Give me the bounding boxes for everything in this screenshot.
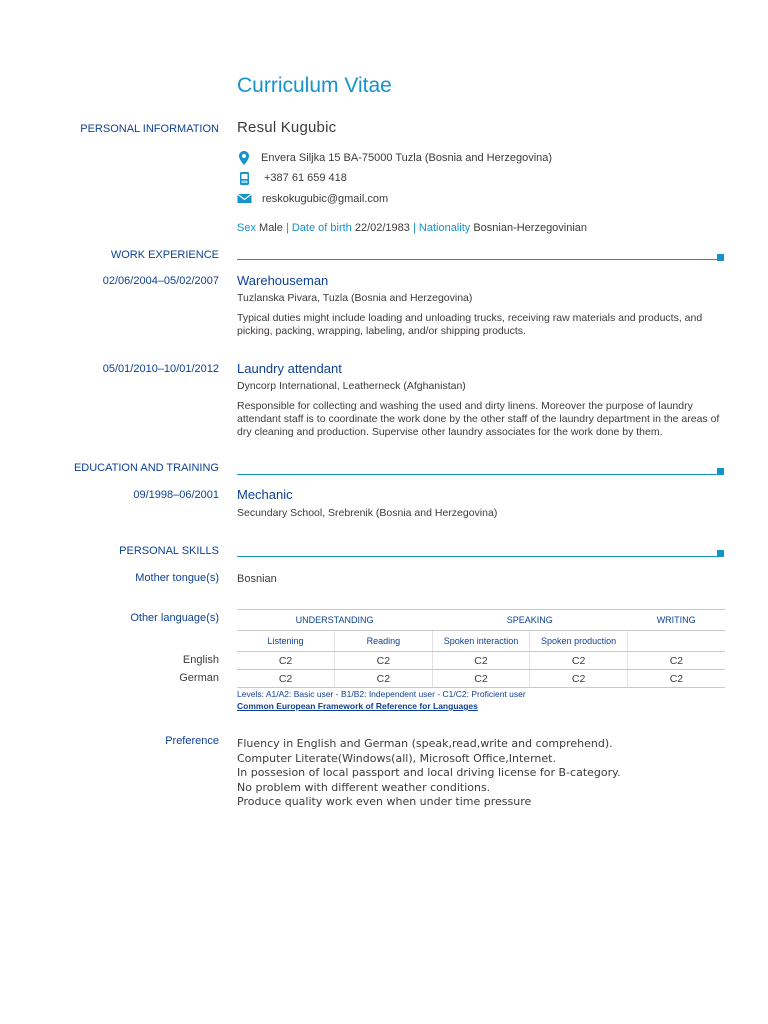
education-label: EDUCATION AND TRAINING bbox=[73, 462, 219, 474]
email-row bbox=[237, 192, 388, 206]
dob-label: Date of birth bbox=[291, 222, 352, 234]
location-pin-icon bbox=[237, 151, 253, 165]
reading-header: Reading bbox=[335, 631, 433, 652]
work-experience-label: WORK EXPERIENCE bbox=[110, 249, 219, 261]
job-employer: Tuzlanska Pivara, Tuzla (Bosnia and Herzegovina) bbox=[237, 292, 473, 304]
cv-title: Curriculum Vitae bbox=[237, 74, 392, 97]
writing-header: WRITING bbox=[627, 610, 725, 631]
section-marker bbox=[717, 550, 724, 557]
job-description: Responsible for collecting and washing the used and dirty linens. Moreover the purpose of laundry attendant staff is to coordinate the work done by the other staff of the laundry department in the areas of dry cleaning and production. Supervise other laundry associates for the work done by them. bbox=[237, 400, 720, 438]
spoken-production-header: Spoken production bbox=[530, 631, 628, 652]
speaking-header: SPEAKING bbox=[432, 610, 627, 631]
job-title: Laundry attendant bbox=[237, 361, 342, 376]
nationality-label: Nationality bbox=[418, 222, 471, 234]
job-title: Warehouseman bbox=[237, 273, 329, 288]
person-name: Resul Kugubic bbox=[237, 119, 337, 136]
table-row bbox=[237, 670, 725, 688]
language-table-subheader bbox=[237, 631, 725, 652]
email-envelope-icon bbox=[237, 192, 253, 206]
listening-header: Listening bbox=[237, 631, 335, 652]
job-employer: Dyncorp International, Leatherneck (Afghanistan) bbox=[237, 380, 466, 392]
address-row bbox=[237, 151, 552, 165]
other-languages-label: Other language(s) bbox=[130, 612, 219, 624]
phone-text: +387 61 659 418 bbox=[264, 172, 347, 184]
cefr-link[interactable]: Common European Framework of Reference for Languages bbox=[237, 701, 478, 711]
language-name: German bbox=[179, 672, 219, 684]
mother-tongue-label: Mother tongue(s) bbox=[135, 572, 219, 584]
personal-skills-label: PERSONAL SKILLS bbox=[119, 545, 219, 557]
job-dates: 02/06/2004–05/02/2007 bbox=[102, 275, 219, 287]
dob-value: 22/02/1983 bbox=[354, 222, 410, 234]
separator: | bbox=[412, 222, 416, 234]
level-cell: C2 bbox=[335, 670, 433, 688]
level-cell: C2 bbox=[627, 652, 725, 670]
separator: | bbox=[285, 222, 289, 234]
level-cell: C2 bbox=[530, 652, 628, 670]
table-row bbox=[237, 652, 725, 670]
email-text[interactable]: reskokugubic@gmail.com bbox=[262, 193, 389, 205]
level-cell: C2 bbox=[530, 670, 628, 688]
section-divider bbox=[237, 259, 717, 260]
job-description: Typical duties might include loading and unloading trucks, receiving raw materials and products, and picking, packing, wrapping, labeling, and/or shipping products. bbox=[237, 312, 703, 337]
preference-line: Produce quality work even when under time pressure bbox=[237, 795, 532, 808]
level-cell: C2 bbox=[237, 652, 335, 670]
level-cell: C2 bbox=[237, 670, 335, 688]
phone-row bbox=[237, 171, 347, 185]
understanding-header: UNDERSTANDING bbox=[237, 610, 432, 631]
level-cell: C2 bbox=[432, 670, 530, 688]
education-school: Secundary School, Srebrenik (Bosnia and Herzegovina) bbox=[237, 507, 498, 519]
level-cell: C2 bbox=[627, 670, 725, 688]
language-table bbox=[237, 609, 725, 688]
language-name: English bbox=[182, 654, 219, 666]
section-divider bbox=[237, 556, 717, 557]
preference-line: No problem with different weather conditions. bbox=[237, 781, 491, 794]
section-marker bbox=[717, 254, 724, 261]
nationality-value: Bosnian-Herzegovinian bbox=[473, 222, 588, 234]
writing-subheader bbox=[627, 631, 725, 652]
level-cell: C2 bbox=[432, 652, 530, 670]
preference-line: Computer Literate(Windows(all), Microsoft Office,Internet. bbox=[237, 752, 556, 765]
education-dates: 09/1998–06/2001 bbox=[133, 489, 219, 501]
preference-line: Fluency in English and German (speak,read,write and comprehend). bbox=[237, 737, 613, 750]
sex-value: Male bbox=[259, 222, 283, 234]
level-cell: C2 bbox=[335, 652, 433, 670]
mobile-phone-icon bbox=[237, 171, 253, 185]
job-dates: 05/01/2010–10/01/2012 bbox=[102, 363, 219, 375]
education-title: Mechanic bbox=[237, 487, 293, 502]
section-marker bbox=[717, 468, 724, 475]
sex-label: Sex bbox=[237, 222, 256, 234]
preference-label: Preference bbox=[165, 735, 219, 747]
section-divider bbox=[237, 474, 717, 475]
preference-line: In possesion of local passport and local driving license for B-category. bbox=[237, 766, 621, 779]
levels-legend: Levels: A1/A2: Basic user - B1/B2: Independent user - C1/C2: Proficient user bbox=[237, 689, 526, 699]
language-table-header bbox=[237, 610, 725, 631]
spoken-interaction-header: Spoken interaction bbox=[432, 631, 530, 652]
personal-information-label: PERSONAL INFORMATION bbox=[80, 123, 219, 135]
mother-tongue-value: Bosnian bbox=[237, 573, 277, 585]
personal-details-row bbox=[237, 222, 587, 234]
address-text: Envera Siljka 15 BA-75000 Tuzla (Bosnia and Herzegovina) bbox=[261, 152, 553, 164]
